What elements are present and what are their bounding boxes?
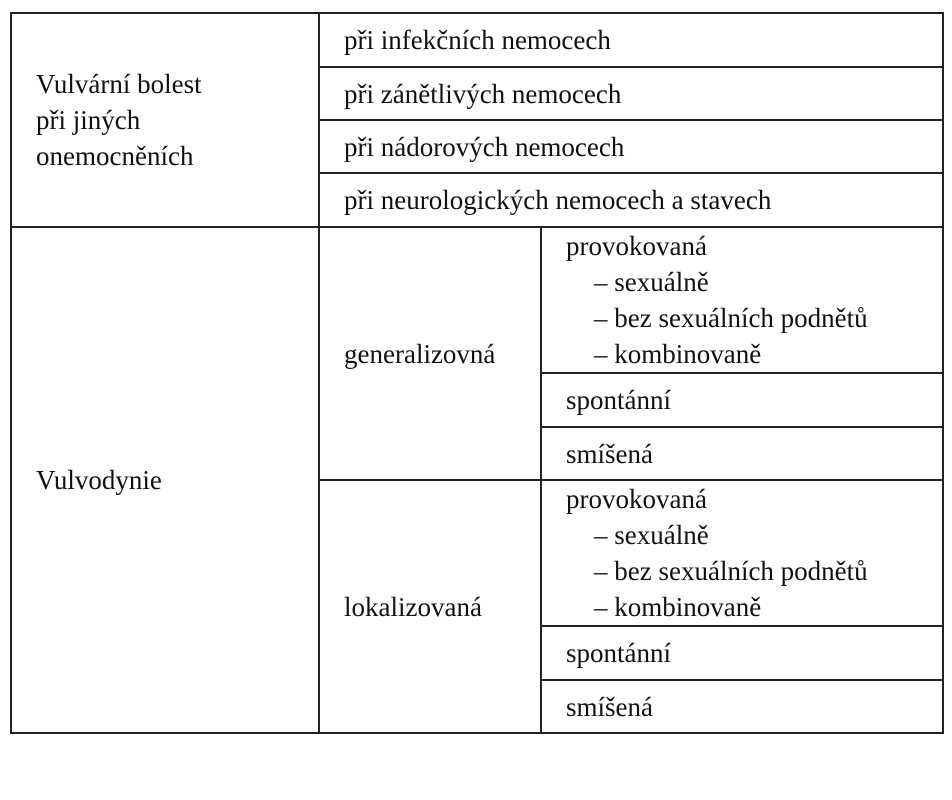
provoked-subitem: – sexuálně xyxy=(594,267,709,297)
provoked-label: provokovaná xyxy=(566,231,707,261)
provoked-subitem: – bez sexuálních podnětů xyxy=(594,303,868,333)
table-row xyxy=(11,227,943,373)
classification-table-wrapper xyxy=(10,12,944,734)
group-label-localized: lokalizovaná xyxy=(319,480,541,733)
item-neurological: při neurologických nemocech a stavech xyxy=(319,173,943,227)
table-row xyxy=(11,13,943,67)
category-cell-other-diseases xyxy=(11,13,319,227)
provoked-cell xyxy=(541,227,943,373)
provoked-subitem: – kombinovaně xyxy=(594,592,762,622)
item-infectious: při infekčních nemocech xyxy=(319,13,943,67)
provoked-subitem: – sexuálně xyxy=(594,520,709,550)
mixed-cell: smíšená xyxy=(541,427,943,480)
item-inflammatory: při zánětlivých nemocech xyxy=(319,67,943,120)
vulvar-pain-classification-table xyxy=(10,12,944,734)
spontaneous-cell: spontánní xyxy=(541,373,943,427)
provoked-cell xyxy=(541,480,943,626)
category-cell-vulvodynia: Vulvodynie xyxy=(11,227,319,733)
provoked-label: provokovaná xyxy=(566,484,707,514)
group-label-generalized: generalizovná xyxy=(319,227,541,480)
spontaneous-cell: spontánní xyxy=(541,626,943,680)
provoked-subitem: – bez sexuálních podnětů xyxy=(594,556,868,586)
category-line: při jiných xyxy=(36,105,141,135)
category-line: onemocněních xyxy=(36,141,194,171)
provoked-subitem: – kombinovaně xyxy=(594,339,762,369)
mixed-cell: smíšená xyxy=(541,680,943,733)
category-line: Vulvární bolest xyxy=(36,69,202,99)
item-tumor: při nádorových nemocech xyxy=(319,120,943,173)
